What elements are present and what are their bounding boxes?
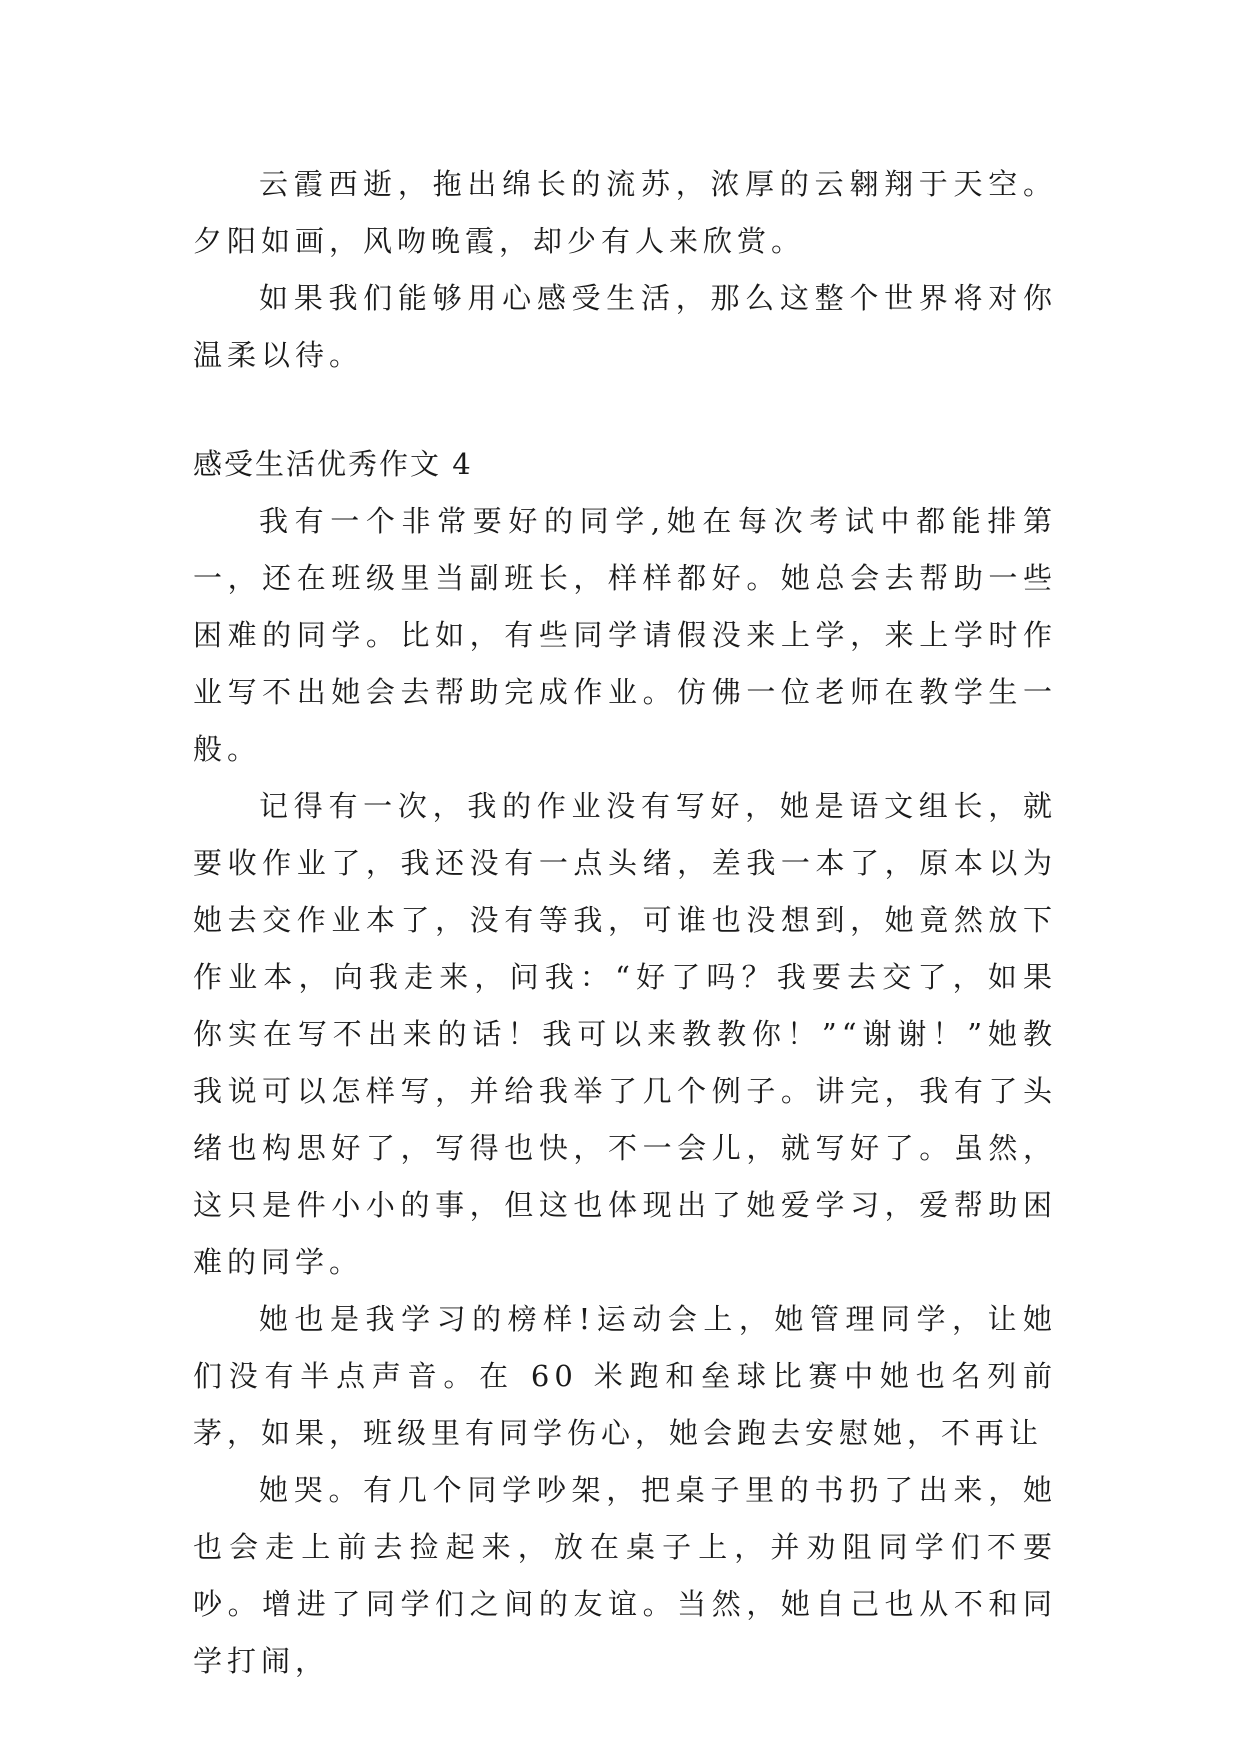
section-title: 感受生活优秀作文 4: [193, 447, 473, 481]
paragraph: 我有一个非常要好的同学,她在每次考试中都能排第一，还在班级里当副班长，样样都好。她总会去帮助一些困难的同学。比如，有些同学请假没来上学，来上学时作业写不出她会去帮助完成作业。仿佛一位老师在教学生一般。: [193, 504, 1057, 766]
paragraph: 如果我们能够用心感受生活，那么这整个世界将对你温柔以待。: [193, 281, 1057, 372]
document-body: [193, 156, 1057, 1690]
paragraph: 她哭。有几个同学吵架，把桌子里的书扔了出来，她也会走上前去捡起来，放在桌子上，并劝阻同学们不要吵。增进了同学们之间的友谊。当然，她自己也从不和同学打闹，: [193, 1473, 1057, 1678]
paragraph: 她也是我学习的榜样!运动会上，她管理同学，让她们没有半点声音。在 60 米跑和垒球比赛中她也名列前茅，如果，班级里有同学伤心，她会跑去安慰她，不再让: [193, 1302, 1057, 1450]
paragraph: 记得有一次，我的作业没有写好，她是语文组长，就要收作业了，我还没有一点头绪，差我一本了，原本以为她去交作业本了，没有等我，可谁也没想到，她竟然放下作业本，向我走来，问我：“好了吗？我要去交了，如果你实在写不出来的话！我可以来教教你！”“谢谢！”她教我说可以怎样写，并给我举了几个例子。讲完，我有了头绪也构思好了，写得也快，不一会儿，就写好了。虽然，这只是件小小的事，但这也体现出了她爱学习，爱帮助困难的同学。: [193, 789, 1057, 1279]
paragraph: 云霞西逝，拖出绵长的流苏，浓厚的云翱翔于天空。夕阳如画，风吻晚霞，却少有人来欣赏。: [193, 167, 1057, 258]
